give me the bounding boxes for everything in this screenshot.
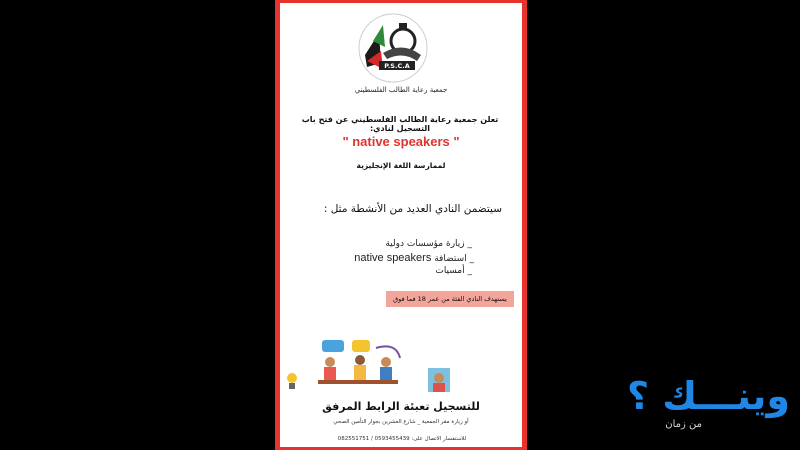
association-logo	[353, 11, 433, 85]
age-note-badge: يستهدف النادي الفئة من عمر 18 فما فوق	[386, 291, 514, 307]
watermark-brand: وينـــك ؟	[626, 374, 790, 418]
org-name: جمعية رعاية الطالب الفلسطيني	[354, 86, 448, 94]
flyer	[280, 3, 522, 447]
activity-item: _ أمسيات	[435, 266, 472, 276]
site-watermark	[618, 372, 794, 442]
club-name: " native speakers "	[342, 134, 460, 149]
lightbulb-icon	[287, 373, 297, 389]
logo-text: P.S.C.A	[384, 62, 410, 70]
announcement-text: تعلن جمعية رعاية الطالب الفلسطيني عن فتح باب التسجيل لنادي:	[301, 115, 499, 133]
people-at-table-icon	[318, 355, 398, 384]
club-purpose: لممارسة اللغة الإنجليزية	[356, 161, 446, 170]
activity-item-english: native speakers	[354, 252, 432, 264]
visit-note: أو زيارة مقر الجمعية _ شارع العشرين بجوار التأمين الصحي	[333, 419, 469, 425]
contact-info: للاستفسار الاتصال على: 0593455439 / 082551751	[337, 436, 467, 442]
activity-item	[354, 252, 474, 264]
discussion-illustration	[282, 338, 520, 396]
activity-item: _ زيارة مؤسسات دولية	[385, 239, 472, 249]
activity-item-prefix: _ استضافة	[434, 254, 474, 264]
registration-text: للتسجيل تعبئة الرابط المرفق	[322, 400, 480, 413]
watermark-tagline: من زمان	[665, 419, 702, 430]
activities-heading: سيتضمن النادي العديد من الأنشطة مثل :	[323, 203, 502, 215]
person-portrait-icon	[428, 368, 450, 392]
